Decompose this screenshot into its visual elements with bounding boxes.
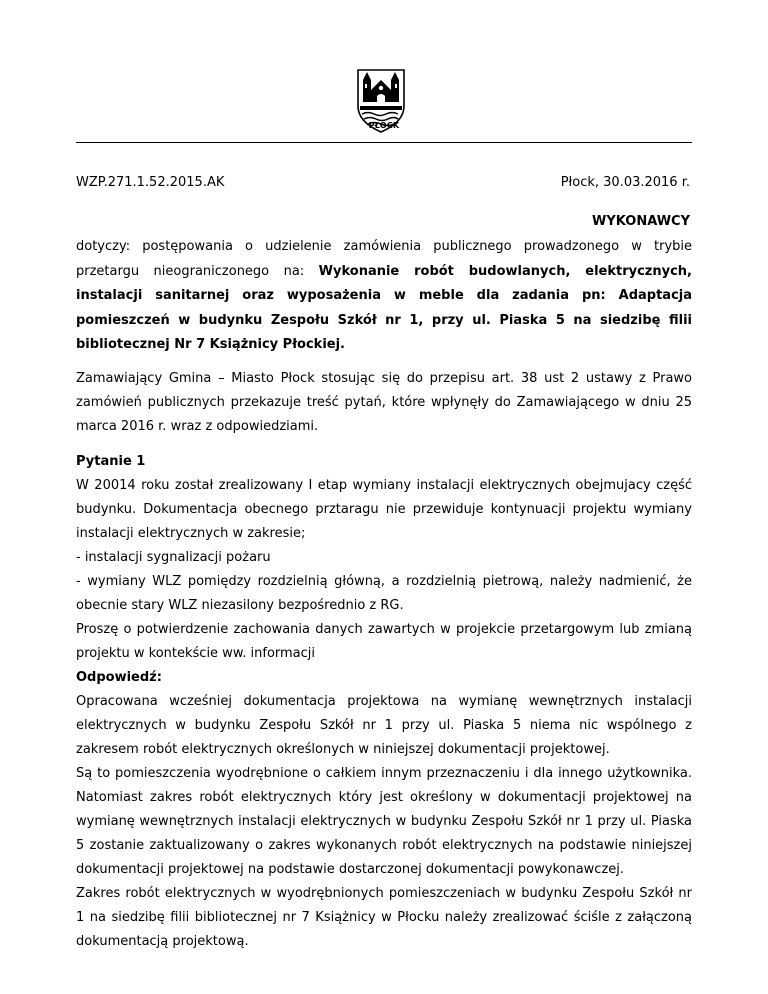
document-reference: WZP.271.1.52.2015.AK bbox=[76, 175, 225, 190]
answer-paragraph: Są to pomieszczenia wyodrębnione o całkiem innym przeznaczeniu i dla innego użytkownika. Natomiast zakres robót elektrycznych który jest określony w dokumentacji projektowej na wymianę wewnętrznych instalacji elektrycznych w budynku Zespołu Szkół nr 1 przy ul. Piaska 5 zostanie zaktualizowany o zakres wykonanych robót elektrycznych na podstawie niniejszej dokumentacji projektowej na podstawie dostarczonej dokumentacji powykonawczej. bbox=[76, 766, 692, 877]
question-request: Proszę o potwierdzenie zachowania danych zawartych w projekcie przetargowym lub zmianą projektu w kontekście ww. informacji bbox=[76, 622, 692, 661]
header-divider bbox=[76, 142, 692, 143]
question-text: W 20014 roku został zrealizowany I etap wymiany instalacji elektrycznych obejmujacy część budynku. Dokumentacja obecnego prztaragu nie przewiduje kontynuacji projektu wymiany instalacji elektrycznych w zakresie; bbox=[76, 478, 692, 541]
answer-paragraph: Opracowana wcześniej dokumentacja projektowa na wymianę wewnętrznych instalacji elektrycznych w budynku Zespołu Szkół nr 1 przy ul. Piaska 5 niema nic wspólnego z zakresem robót elektrycznych określonych w niniejszej dokumentacji projektowej. bbox=[76, 694, 692, 757]
subject-section bbox=[76, 235, 692, 358]
question-item: - instalacji sygnalizacji pożaru bbox=[76, 550, 271, 565]
subject-prefix: dotyczy: postępowania o udzielenie zamówienia publicznego prowadzonego w trybie przetargu nieograniczonego na: bbox=[76, 239, 692, 279]
subject-paragraph bbox=[76, 235, 692, 358]
question-section bbox=[76, 450, 692, 954]
intro-paragraph: Zamawiający Gmina – Miasto Płock stosując się do przepisu art. 38 ust 2 ustawy z Prawo zamówień publicznych przekazuje treść pytań, które wpłynęły do Zamawiającego w dniu 25 marca 2016 r. wraz z odpowiedziami. bbox=[76, 371, 692, 434]
answer-heading: Odpowiedź: bbox=[76, 670, 162, 685]
place-date: Płock, 30.03.2016 r. bbox=[560, 175, 690, 190]
intro-section bbox=[76, 367, 692, 439]
recipient: WYKONAWCY bbox=[592, 214, 690, 229]
question-heading: Pytanie 1 bbox=[76, 454, 146, 469]
city-name: PŁOCK bbox=[368, 121, 400, 130]
subject-title: Wykonanie robót budowlanych, elektrycznych, instalacji sanitarnej oraz wyposażenia w meble dla zadania pn: Adaptacja pomieszczeń w budynku Zespołu Szkół nr 1, przy ul. Piaska 5 na siedzibę filii bibliotecznej Nr 7 Książnicy Płockiej. bbox=[76, 263, 692, 352]
question-item: - wymiany WLZ pomiędzy rozdzielnią główną, a rozdzielnią pietrową, należy nadmienić, że obecnie stary WLZ niezasilony bezpośrednio z RG. bbox=[76, 574, 692, 613]
answer-paragraph: Zakres robót elektrycznych w wyodrębnionych pomieszczeniach w budynku Zespołu Szkół nr 1 na siedzibę filii bibliotecznej nr 7 Książnicy w Płocku należy zrealizować ściśle z załączoną dokumentacją projektową. bbox=[76, 886, 692, 949]
